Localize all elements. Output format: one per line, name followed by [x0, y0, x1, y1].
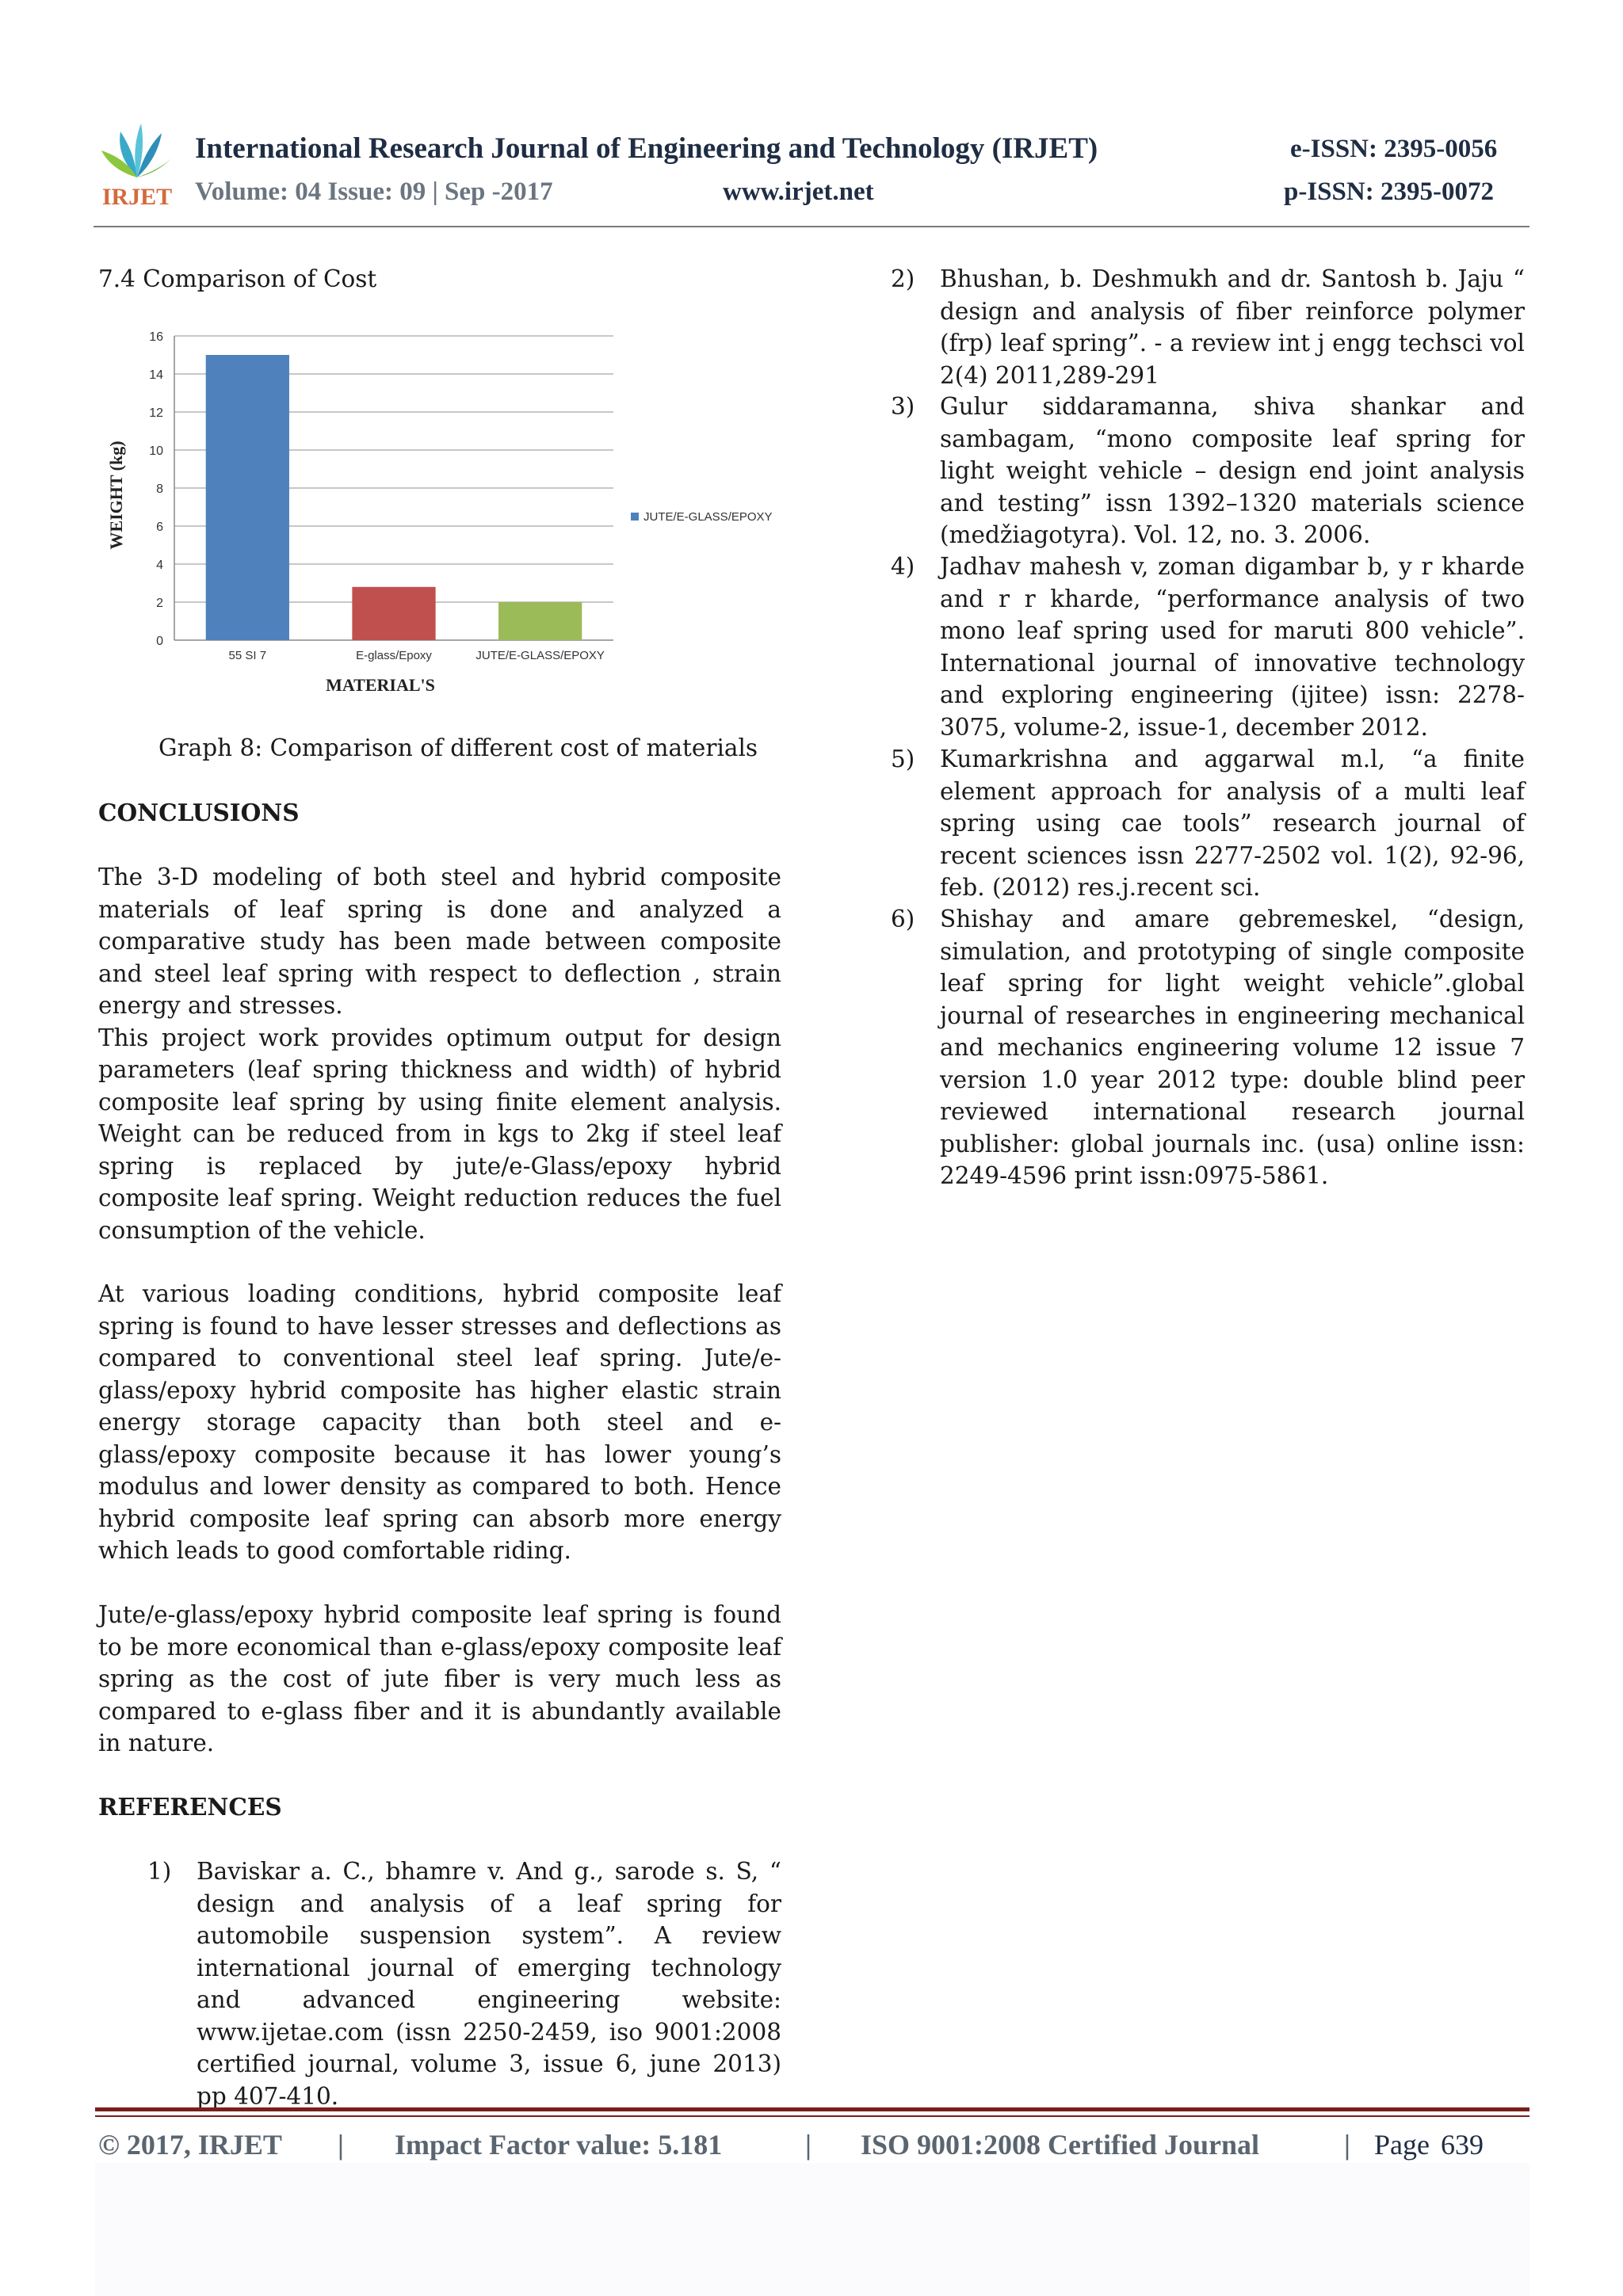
chart-bar	[352, 587, 435, 640]
chart-x-tick-label: E-glass/Epoxy	[356, 649, 432, 662]
journal-website-link[interactable]: www.irjet.net	[723, 177, 874, 206]
chart-x-axis-label: MATERIAL'S	[326, 675, 435, 695]
chart-y-tick-label: 0	[156, 635, 163, 648]
reference-text: Jadhav mahesh v, zoman digambar b, y r kharde and r r kharde, “performance analysis of two mono leaf spring used for maruti 800 vehicle”. International journal of innovative technology and exploring engineering (ijitee) issn: 2278-3075, volume-2, issue-1, december 2012.	[940, 553, 1525, 741]
footer-divider-thin	[95, 2115, 1529, 2117]
footer-copyright: © 2017, IRJET	[98, 2129, 282, 2161]
chart-y-ticks	[149, 330, 163, 648]
reference-text: Shishay and amare gebremeskel, “design, simulation, and prototyping of single composite leaf spring for light weight vehicle”.global journal of researches in engineering mechanical and mechanics engineering volume 12 issue 7 version 1.0 year 2012 type: double blind peer reviewed international research journal publisher: global journals inc. (usa) online issn: 2249-4596 print issn:0975-5861.	[940, 906, 1525, 1189]
footer-impact-factor: Impact Factor value: 5.181	[395, 2129, 723, 2161]
chart-legend-swatch	[631, 513, 639, 521]
footer-separator: |	[338, 2129, 344, 2161]
footer-background	[95, 2163, 1529, 2296]
chart-bar	[206, 355, 289, 640]
references-heading: REFERENCES	[98, 1793, 282, 1821]
reference-text: Baviskar a. C., bhamre v. And g., sarode s. S, “ design and analysis of a leaf spring for automobile suspension system”. A review international journal of emerging technology and advanced engineering website: www.ijetae.com (issn 2250-2459, iso 9001:2008 certified journal, volume 3, issue 6, june 2013) pp 407-410.	[197, 1858, 781, 2110]
conclusions-paragraph-1a: The 3-D modeling of both steel and hybrid composite materials of leaf spring is done and analyzed a comparative study has been made between composite and steel leaf spring with respect to deflection , strain energy and stresses.	[98, 864, 781, 1019]
chart-bar	[498, 602, 582, 640]
chart-y-axis-label: WEIGHT (kg)	[106, 441, 126, 550]
reference-number: 3)	[891, 393, 915, 420]
chart-x-tick-label: JUTE/E-GLASS/EPOXY	[475, 649, 605, 662]
weight-comparison-chart	[98, 317, 796, 713]
chart-x-tick-label: 55 SI 7	[228, 649, 267, 662]
e-issn: e-ISSN: 2395-0056	[1290, 135, 1498, 163]
chart-bars	[206, 355, 582, 640]
journal-title: International Research Journal of Engineering and Technology (IRJET)	[195, 132, 1098, 165]
reference-number: 6)	[891, 906, 915, 933]
footer-page-label: Page	[1374, 2129, 1430, 2161]
logo-text: IRJET	[101, 184, 173, 210]
chart-y-tick-label: 12	[149, 406, 163, 420]
reference-text: Bhushan, b. Deshmukh and dr. Santosh b. Jaju “ design and analysis of fiber reinforce polymer (frp) leaf spring”. - a review int j engg techsci vol 2(4) 2011,289-291	[940, 265, 1525, 389]
chart-x-ticks	[229, 649, 605, 662]
chart-y-tick-label: 10	[149, 444, 163, 458]
chart-y-tick-label: 14	[149, 368, 163, 382]
footer-page-number: 639	[1441, 2129, 1484, 2161]
conclusions-paragraph-3: Jute/e-glass/epoxy hybrid composite leaf spring is found to be more economical than e-glass/epoxy composite leaf spring as the cost of jute fiber is very much less as compared to e-glass fiber and it is abundantly available in nature.	[98, 1601, 781, 1756]
volume-issue: Volume: 04 Issue: 09 | Sep -2017	[195, 177, 553, 206]
logo-leaves-icon	[101, 124, 176, 177]
reference-text: Kumarkrishna and aggarwal m.l, “a finite element approach for analysis of a multi leaf spring using cae tools” research journal of recent sciences issn 2277-2502 vol. 1(2), 92-96, feb. (2012) res.j.recent sci.	[940, 746, 1525, 901]
reference-number: 5)	[891, 746, 915, 772]
reference-text: Gulur siddaramanna, shiva shankar and sambagam, “mono composite leaf spring for light weight vehicle – design end joint analysis and testing” issn 1392–1320 materials science (medžiagotyra). Vol. 12, no. 3. 2006.	[940, 393, 1525, 548]
reference-number: 1)	[147, 1858, 172, 1885]
conclusions-paragraph-1	[98, 861, 781, 1246]
conclusions-paragraph-2: At various loading conditions, hybrid composite leaf spring is found to have lesser stresses and deflections as compared to conventional steel leaf spring. Jute/e-glass/epoxy hybrid composite has higher elastic strain energy storage capacity than both steel and e-glass/epoxy composite because it has lower young’s modulus and lower density as compared to both. Hence hybrid composite leaf spring can absorb more energy which leads to good comfortable riding.	[98, 1280, 781, 1564]
chart-y-tick-label: 4	[156, 559, 163, 572]
footer-separator: |	[1344, 2129, 1350, 2161]
footer-iso: ISO 9001:2008 Certified Journal	[861, 2129, 1259, 2161]
header-divider	[94, 226, 1529, 227]
irjet-logo	[94, 119, 181, 211]
footer-separator: |	[805, 2129, 812, 2161]
p-issn: p-ISSN: 2395-0072	[1284, 177, 1494, 206]
chart-y-tick-label: 2	[156, 597, 163, 610]
chart-y-tick-label: 6	[156, 521, 163, 534]
chart-y-tick-label: 16	[149, 330, 163, 344]
chart-legend	[631, 510, 773, 524]
graph-caption: Graph 8: Comparison of different cost of materials	[158, 734, 758, 761]
reference-number: 4)	[891, 553, 915, 580]
footer-divider-thick	[95, 2107, 1529, 2111]
conclusions-heading: CONCLUSIONS	[98, 799, 300, 826]
conclusions-paragraph-1b: This project work provides optimum output for design parameters (leaf spring thickness and width) of hybrid composite leaf spring by using finite element analysis. Weight can be reduced from in kgs to 2kg if steel leaf spring is replaced by jute/e-Glass/epoxy hybrid composite leaf spring. Weight reduction reduces the fuel consumption of the vehicle.	[98, 1024, 781, 1244]
reference-number: 2)	[891, 265, 915, 292]
section-heading: 7.4 Comparison of Cost	[98, 265, 377, 292]
chart-legend-label: JUTE/E-GLASS/EPOXY	[643, 510, 773, 524]
chart-y-tick-label: 8	[156, 482, 163, 496]
